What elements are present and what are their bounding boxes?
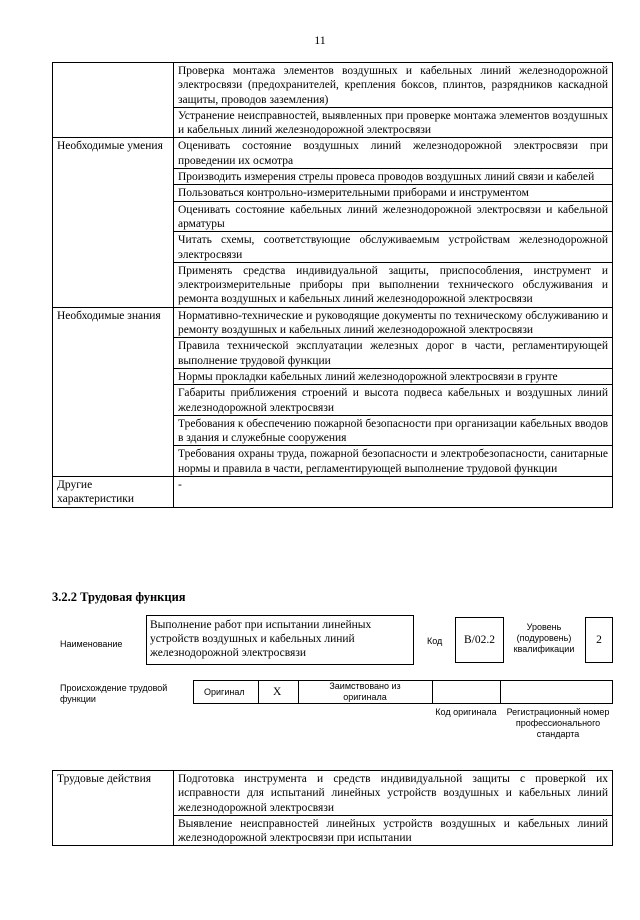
function-name-box: Выполнение работ при испытании линейных устройств воздушных и кабельных линий железнодорожной электросвязи xyxy=(146,615,414,665)
divider xyxy=(432,680,433,704)
row-label-knowledge: Необходимые знания xyxy=(53,307,174,476)
table-cell: Пользоваться контрольно-измерительными приборами и инструментом xyxy=(174,185,613,201)
row-label-actions: Трудовые действия xyxy=(53,771,174,846)
original-label: Оригинал xyxy=(204,687,245,697)
table-cell: Проверка монтажа элементов воздушных и кабельных линий железнодорожной электросвязи (предохранителей, крепления боксов, плинтов, разрядников каскадной защиты, проводов заземления) xyxy=(174,63,613,108)
table-cell: Правила технической эксплуатации железных дорог в части, регламентирующей выполнение трудовой функции xyxy=(174,338,613,369)
table-cell: Требования к обеспечению пожарной безопасности при организации кабельных вводов в здания и служебные сооружения xyxy=(174,415,613,446)
table-cell: - xyxy=(174,477,613,508)
table-row xyxy=(53,307,613,338)
row-label-other: Другие характеристики xyxy=(53,477,174,508)
borrowed-label: Заимствовано из оригинала xyxy=(329,681,401,702)
code-caption: Код оригинала xyxy=(435,707,497,717)
divider xyxy=(258,680,259,704)
original-mark: X xyxy=(273,686,282,698)
row-label-skills: Необходимые умения xyxy=(53,138,174,307)
table-cell: Нормативно-технические и руководящие документы по техническому обслуживанию и ремонту воздушных и кабельных линий железнодорожной электросвязи xyxy=(174,307,613,338)
page-number: 11 xyxy=(314,33,326,47)
table-cell: Выявление неисправностей линейных устройств воздушных и кабельных линий железнодорожной электросвязи при испытании xyxy=(174,815,613,846)
code-label: Код xyxy=(427,636,443,646)
skills-knowledge-table xyxy=(52,62,613,508)
table-cell: Габариты приближения строений и высота подвеса кабельных и воздушных линий железнодорожной электросвязи xyxy=(174,385,613,416)
table-cell: Читать схемы, соответствующие обслуживаемым устройствам железнодорожной электросвязи xyxy=(174,232,613,263)
divider xyxy=(500,680,501,704)
table-row xyxy=(53,63,613,108)
level-value-box: 2 xyxy=(585,617,613,663)
table-cell: Применять средства индивидуальной защиты, приспособления, инструмент и электроизмерительные приборы при выполнении технического обслуживания и ремонта воздушных и кабельных линий железнодорожной электросвязи xyxy=(174,262,613,307)
section-title: 3.2.2 Трудовая функция xyxy=(52,590,186,604)
level-label: Уровень (подуровень) квалификации xyxy=(513,622,575,654)
table-cell: Устранение неисправностей, выявленных при проверке монтажа элементов воздушных и кабельных линий железнодорожной электросвязи xyxy=(174,107,613,138)
table-cell: Нормы прокладки кабельных линий железнодорожной электросвязи в грунте xyxy=(174,368,613,384)
table-cell: Требования охраны труда, пожарной безопасности и электробезопасности, санитарные нормы и правила в части, регламентирующей выполнение трудовой функции xyxy=(174,446,613,477)
divider xyxy=(298,680,299,704)
table-row xyxy=(53,477,613,508)
table-cell: Оценивать состояние кабельных линий железнодорожной электросвязи и кабельной арматуры xyxy=(174,201,613,232)
row-label xyxy=(53,63,174,138)
code-value-box: B/02.2 xyxy=(455,617,504,663)
name-label: Наименование xyxy=(60,639,123,649)
table-cell: Производить измерения стрелы провеса проводов воздушных линий связи и кабелей xyxy=(174,169,613,185)
origin-label: Происхождение трудовой функции xyxy=(60,683,168,704)
reg-caption: Регистрационный номер профессионального стандарта xyxy=(506,707,610,739)
table-row xyxy=(53,138,613,169)
table-cell: Оценивать состояние воздушных линий железнодорожной электросвязи при проведении их осмотра xyxy=(174,138,613,169)
table-cell: Подготовка инструмента и средств индивидуальной защиты с проверкой их исправности для испытаний линейных устройств воздушных и кабельных линий железнодорожной электросвязи xyxy=(174,771,613,816)
table-row xyxy=(53,771,613,816)
labor-actions-table xyxy=(52,770,613,846)
